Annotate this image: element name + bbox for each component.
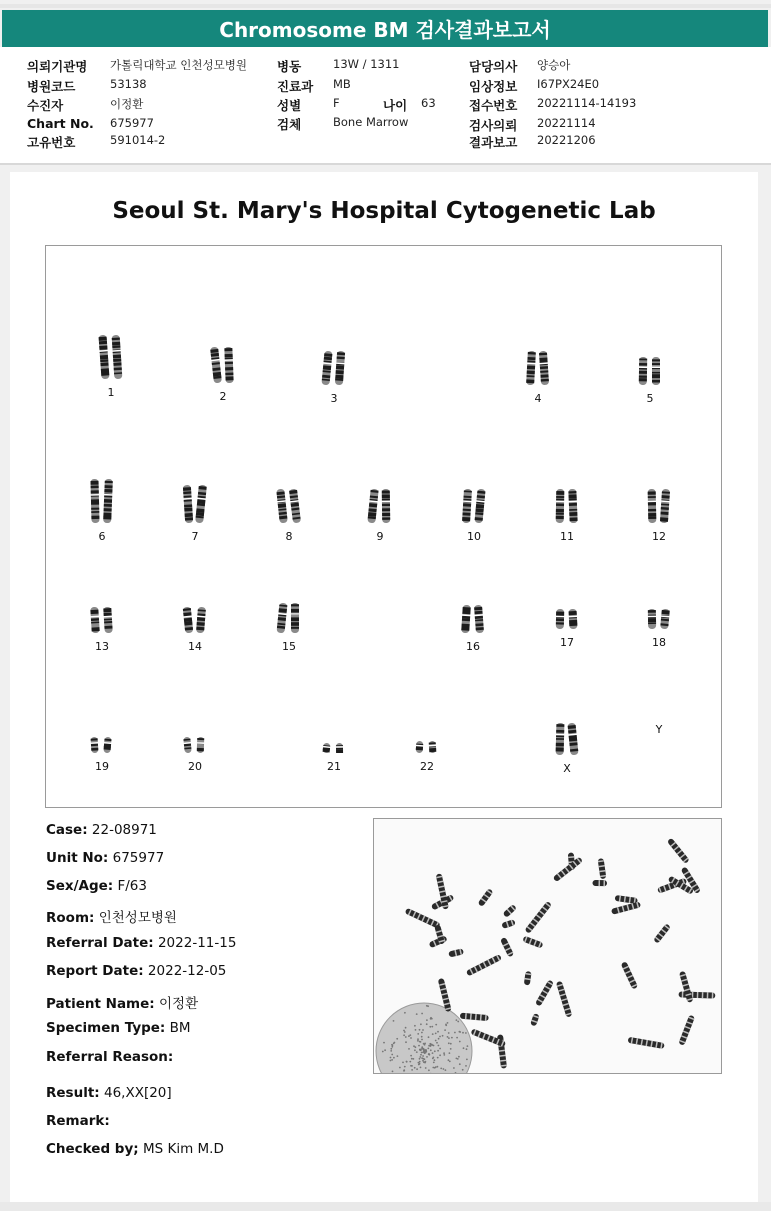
specimen-label: Specimen Type: — [46, 1020, 166, 1036]
chromosome-label: 1 — [107, 386, 115, 399]
metaphase-chromosome — [530, 1013, 540, 1026]
chromosome-pair-11 — [537, 488, 597, 543]
metaphase-chromosome — [524, 971, 532, 986]
chromosome-pair-2-image — [206, 346, 240, 384]
chromosome-pair-22 — [397, 740, 457, 773]
header-label: 병원코드 — [27, 79, 76, 94]
chromosome-pair-12 — [629, 488, 689, 543]
chromosome-label: 3 — [330, 392, 338, 405]
report-title: Chromosome BM 검사결과보고서 — [219, 18, 551, 42]
chromosome-pair-3 — [304, 350, 364, 405]
metaphase-chromosome — [478, 888, 494, 907]
karyogram-panel — [45, 245, 722, 808]
chromosome-pair-16 — [443, 604, 503, 653]
bottom-band — [0, 1202, 771, 1211]
metaphase-chromosome — [621, 961, 638, 989]
chromosome-label: 22 — [420, 760, 434, 773]
chromosome-pair-22-image — [410, 740, 444, 754]
specimen-value: BM — [169, 1020, 191, 1036]
metaphase-chromosome — [535, 979, 554, 1006]
header-label: 결과보고 — [469, 135, 518, 150]
reason-label: Referral Reason: — [46, 1049, 174, 1065]
metaphase-chromosome — [448, 948, 464, 957]
chromosome-label: 15 — [282, 640, 296, 653]
metaphase-chromosome — [460, 1013, 489, 1021]
metaphase-chromosome — [653, 923, 671, 943]
chromosome-pair-X-image — [550, 722, 584, 756]
top-rule — [0, 4, 771, 8]
chromosome-label: 17 — [560, 636, 574, 649]
chromosome-pair-20 — [165, 736, 225, 773]
header-label: 고유번호 — [27, 135, 76, 150]
chromosome-pair-4 — [508, 350, 568, 405]
metaphase-chromosome — [678, 1015, 695, 1046]
chromosome-pair-14-image — [178, 606, 212, 634]
metaphase-chromosome — [522, 936, 543, 949]
metaphase-chromosome — [556, 981, 572, 1018]
chromosome-pair-21 — [304, 742, 364, 773]
chromosome-pair-12-image — [642, 488, 676, 524]
header-label: 담당의사 — [469, 59, 518, 74]
header-value: F — [333, 96, 340, 110]
chromosome-label: 16 — [466, 640, 480, 653]
room-value: 인천성모병원 — [98, 910, 177, 926]
chromosome-label: 21 — [327, 760, 341, 773]
patient-label: Patient Name: — [46, 996, 155, 1012]
header-label: Chart No. — [27, 116, 94, 131]
report-date-label: Report Date: — [46, 963, 144, 979]
referral-date-value: 2022-11-15 — [157, 935, 237, 951]
chromosome-label: 9 — [376, 530, 384, 543]
specimen-line — [46, 1020, 191, 1036]
referral-date-label: Referral Date: — [46, 935, 154, 951]
chromosome-label: X — [563, 762, 571, 775]
chromosome-pair-5-image — [633, 356, 667, 386]
remark-label: Remark: — [46, 1113, 110, 1129]
header-value: 가톨릭대학교 인천성모병원 — [110, 58, 247, 72]
metaphase-chromosome — [667, 838, 690, 864]
header-value: 63 — [421, 96, 436, 110]
chromosome-label: 4 — [534, 392, 542, 405]
sexage-value: F/63 — [117, 878, 147, 894]
header-value: 53138 — [110, 77, 147, 91]
report-sheet — [10, 172, 758, 1202]
header-label: 진료과 — [277, 79, 314, 94]
chromosome-pair-6-image — [85, 478, 119, 524]
metaphase-chromosome — [592, 880, 607, 886]
chromosome-label: 11 — [560, 530, 574, 543]
metaphase-chromosome — [524, 901, 552, 934]
metaphase-spread — [374, 819, 721, 1073]
chromosome-pair-19-image — [85, 736, 119, 754]
chromosome-pair-7 — [165, 484, 225, 543]
chromosome-label: 10 — [467, 530, 481, 543]
header-value: 이정환 — [110, 97, 144, 111]
chromosome-pair-19 — [72, 736, 132, 773]
referral-date-line — [46, 935, 236, 951]
header-value: I67PX24E0 — [537, 77, 600, 91]
chromosome-pair-13 — [72, 606, 132, 653]
metaphase-chromosome — [466, 954, 502, 976]
chromosome-label: 14 — [188, 640, 202, 653]
chromosome-pair-10 — [444, 488, 504, 543]
header-label: 의뢰기관명 — [27, 59, 88, 74]
report-date-line — [46, 963, 226, 979]
metaphase-image — [373, 818, 722, 1074]
unit-label: Unit No: — [46, 850, 109, 866]
chromosome-pair-1 — [81, 334, 141, 399]
unit-value: 675977 — [112, 850, 165, 866]
chromosome-label: 20 — [188, 760, 202, 773]
chromosome-pair-21-image — [317, 742, 351, 754]
header-value: 675977 — [110, 116, 154, 130]
reason-line — [46, 1049, 173, 1065]
header-label: 나이 — [383, 98, 408, 113]
chromosome-label: 6 — [98, 530, 106, 543]
header-label: 성별 — [277, 98, 302, 113]
metaphase-chromosome — [615, 895, 638, 904]
chromosome-pair-3-image — [317, 350, 351, 386]
chromosome-pair-18-image — [642, 608, 676, 630]
chromosome-pair-17 — [537, 608, 597, 649]
case-line — [46, 822, 157, 838]
chromosome-label: 7 — [191, 530, 199, 543]
header-label: 검체 — [277, 117, 302, 132]
chromosome-pair-15 — [259, 602, 319, 653]
chromosome-pair-20-image — [178, 736, 212, 754]
checked-line — [46, 1141, 224, 1157]
remark-line — [46, 1113, 110, 1129]
metaphase-chromosome — [679, 971, 694, 1003]
chromosome-pair-11-image — [550, 488, 584, 524]
chromosome-pair-8 — [259, 488, 319, 543]
result-value: 46,XX[20] — [103, 1085, 172, 1101]
result-line — [46, 1085, 172, 1101]
header-value: MB — [333, 77, 351, 91]
header-label: 병동 — [277, 59, 302, 74]
chromosome-pair-10-image — [457, 488, 491, 524]
header-label: 검사의뢰 — [469, 118, 518, 133]
patient-line — [46, 992, 198, 1012]
report-title-bar — [2, 10, 768, 47]
header-value: Bone Marrow — [333, 115, 409, 129]
chromosome-label: 18 — [652, 636, 666, 649]
header-value: 20221114-14193 — [537, 96, 637, 110]
chromosome-pair-6 — [72, 478, 132, 543]
chromosome-pair-Y — [629, 722, 689, 736]
chromosome-label: 2 — [219, 390, 227, 403]
sexage-line — [46, 878, 147, 894]
chromosome-label: 8 — [285, 530, 293, 543]
header-value: 20221206 — [537, 133, 596, 147]
header-value: 20221114 — [537, 116, 596, 130]
metaphase-chromosome — [405, 908, 441, 929]
header-label: 수진자 — [27, 98, 64, 113]
chromosome-pair-17-image — [550, 608, 584, 630]
result-label: Result: — [46, 1085, 100, 1101]
chromosome-label: Y — [655, 723, 663, 736]
metaphase-chromosome — [679, 991, 716, 998]
checked-label: Checked by; — [46, 1141, 139, 1157]
metaphase-chromosome — [501, 919, 516, 929]
checked-value: MS Kim M.D — [142, 1141, 224, 1157]
metaphase-chromosome — [598, 858, 607, 879]
patient-value: 이정환 — [158, 996, 199, 1012]
chromosome-label: 19 — [95, 760, 109, 773]
chromosome-pair-X — [537, 722, 597, 775]
header-value: 양승아 — [537, 58, 571, 72]
header-label: 임상정보 — [469, 79, 518, 94]
sexage-label: Sex/Age: — [46, 878, 114, 894]
chromosome-pair-13-image — [85, 606, 119, 634]
chromosome-pair-8-image — [272, 488, 306, 524]
chromosome-label: 12 — [652, 530, 666, 543]
chromosome-label: 5 — [646, 392, 654, 405]
header-value: 591014-2 — [110, 133, 166, 147]
lab-title: Seoul St. Mary's Hospital Cytogenetic Lab — [112, 198, 656, 224]
metaphase-chromosome — [503, 904, 517, 918]
chromosome-pair-7-image — [178, 484, 212, 524]
case-label: Case: — [46, 822, 88, 838]
chromosome-pair-15-image — [272, 602, 306, 634]
metaphase-chromosome — [500, 937, 514, 958]
chromosome-pair-5 — [620, 356, 680, 405]
chromosome-pair-9 — [350, 488, 410, 543]
case-value: 22-08971 — [91, 822, 157, 838]
unit-line — [46, 850, 164, 866]
chromosome-pair-1-image — [94, 334, 128, 380]
chromosome-label: 13 — [95, 640, 109, 653]
chromosome-pair-9-image — [363, 488, 397, 524]
chromosome-pair-16-image — [456, 604, 490, 634]
header-label: 접수번호 — [469, 98, 518, 113]
metaphase-chromosome — [553, 857, 583, 883]
chromosome-pair-14 — [165, 606, 225, 653]
header-value: 13W / 1311 — [333, 57, 400, 71]
metaphase-chromosome — [611, 901, 641, 914]
patient-header — [0, 47, 771, 165]
room-line — [46, 906, 177, 926]
room-label: Room: — [46, 910, 95, 926]
metaphase-chromosome — [628, 1037, 665, 1049]
chromosome-pair-2 — [193, 346, 253, 403]
chromosome-pair-4-image — [521, 350, 555, 386]
report-date-value: 2022-12-05 — [147, 963, 227, 979]
chromosome-pair-18 — [629, 608, 689, 649]
